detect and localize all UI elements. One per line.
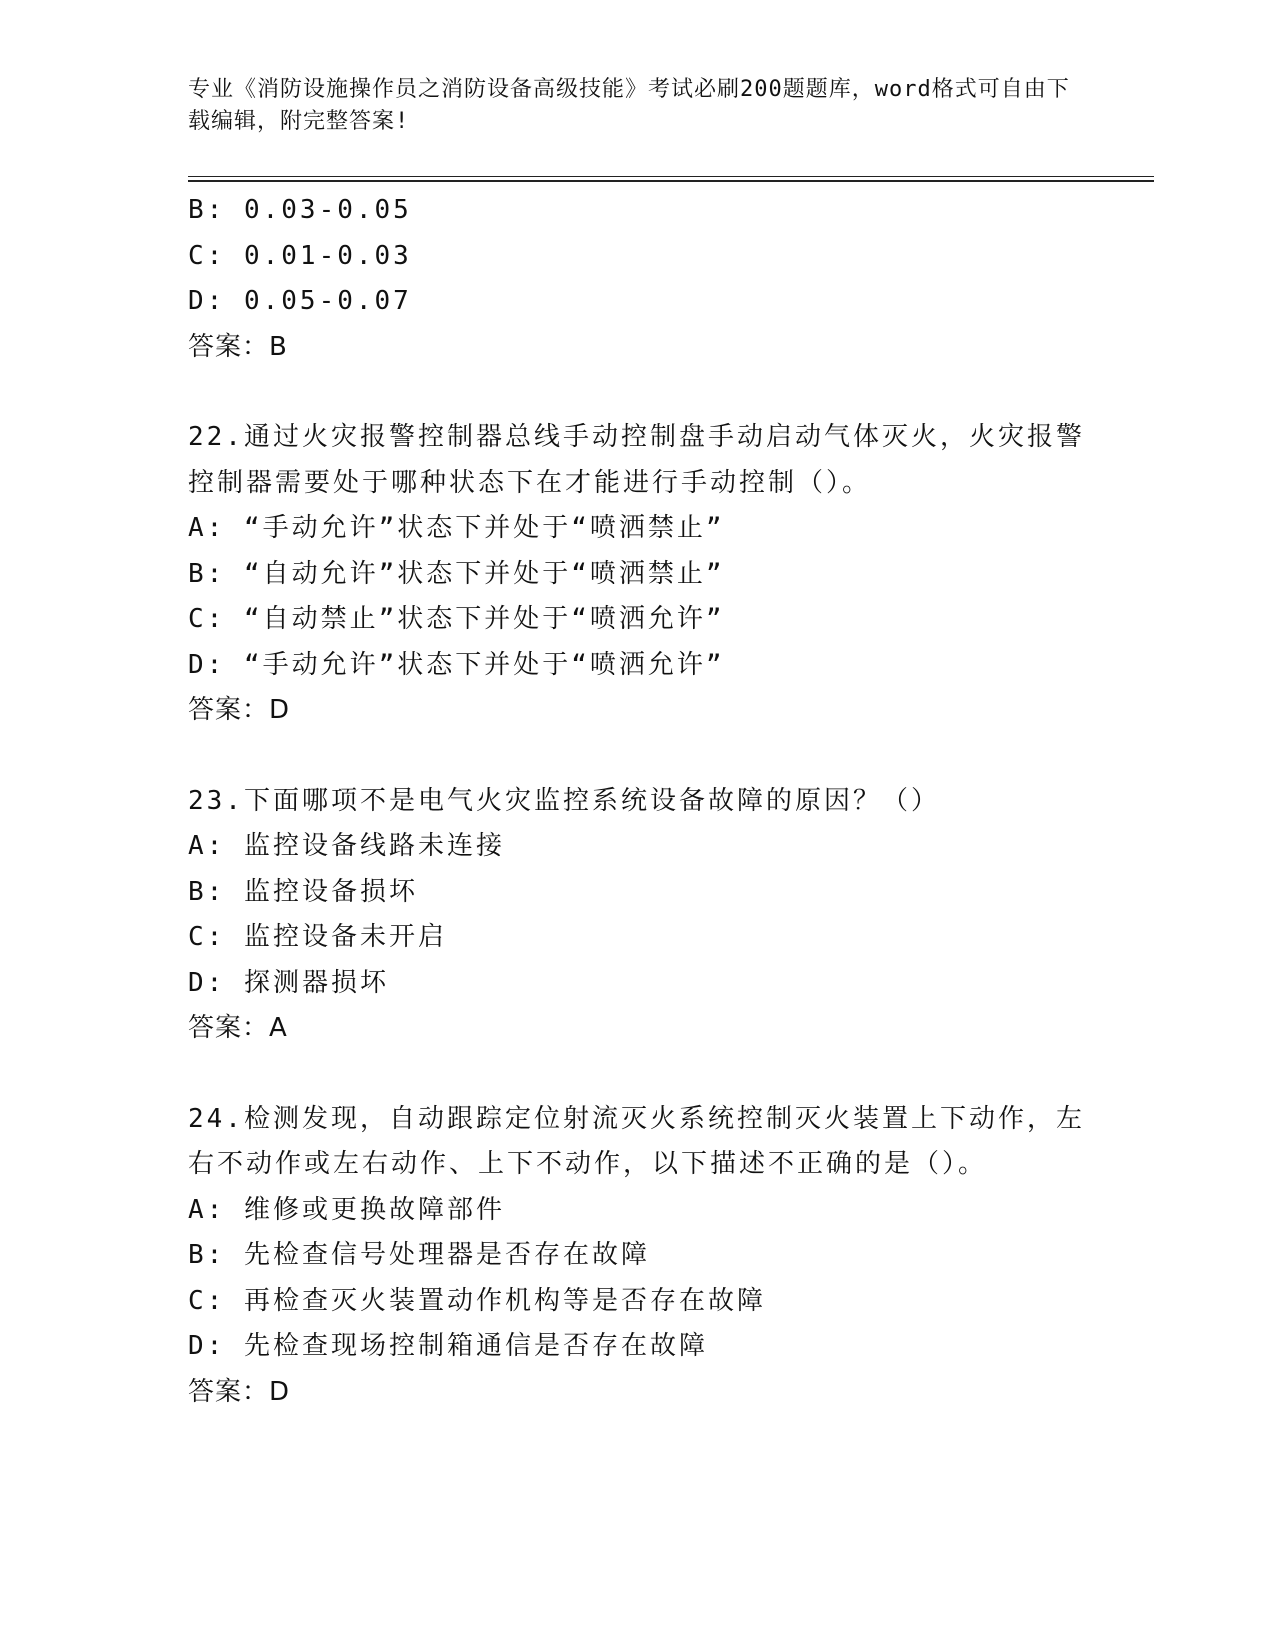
option-d: D: 探测器损坏: [188, 967, 389, 998]
prev-question-block: [188, 188, 1088, 370]
header-divider-thin: [188, 176, 1154, 177]
option-b: B: “自动允许”状态下并处于“喷洒禁止”: [188, 558, 725, 589]
option-c: C: 监控设备未开启: [188, 922, 447, 952]
option-c: C: 再检查灭火装置动作机构等是否存在故障: [188, 1285, 766, 1316]
page-header: [188, 74, 1088, 138]
option-b: B: 0.03-0.05: [188, 195, 412, 225]
question-list: [188, 188, 1088, 1415]
header-title: 专业《消防设施操作员之消防设备高级技能》考试必刷200题题库，word格式可自由下载编辑，附完整答案!: [188, 77, 1070, 134]
question-stem-line: 23.下面哪项不是电气火灾监控系统设备故障的原因？（）: [188, 785, 940, 816]
option-b: B: 先检查信号处理器是否存在故障: [188, 1240, 650, 1270]
option-a: A: “手动允许”状态下并处于“喷洒禁止”: [188, 513, 725, 543]
answer-label: 答案：B: [188, 331, 288, 362]
option-d: D: “手动允许”状态下并处于“喷洒允许”: [188, 649, 725, 680]
question-24: [188, 1097, 1088, 1416]
answer-label: 答案：D: [188, 1376, 291, 1407]
option-a: A: 监控设备线路未连接: [188, 831, 505, 861]
option-d: D: 0.05-0.07: [188, 286, 412, 316]
answer-label: 答案：D: [188, 695, 291, 725]
header-divider-thick: [188, 180, 1154, 182]
question-23: [188, 779, 1088, 1052]
answer-label: 答案：A: [188, 1013, 288, 1043]
question-stem-line: 24.检测发现，自动跟踪定位射流灭火系统控制灭火装置上下动作，左: [188, 1103, 1085, 1134]
option-a: A: 维修或更换故障部件: [188, 1194, 505, 1225]
option-d: D: 先检查现场控制箱通信是否存在故障: [188, 1331, 708, 1361]
question-stem-line: 22.通过火灾报警控制器总线手动控制盘手动启动气体灭火，火灾报警: [188, 422, 1085, 452]
option-b: B: 监控设备损坏: [188, 876, 418, 907]
question-stem-line: 控制器需要处于哪种状态下在才能进行手动控制（）。: [188, 467, 872, 498]
option-c: C: “自动禁止”状态下并处于“喷洒允许”: [188, 604, 725, 634]
option-c: C: 0.01-0.03: [188, 240, 412, 271]
question-stem-line: 右不动作或左右动作、上下不动作，以下描述不正确的是（）。: [188, 1149, 988, 1179]
question-22: [188, 415, 1088, 734]
